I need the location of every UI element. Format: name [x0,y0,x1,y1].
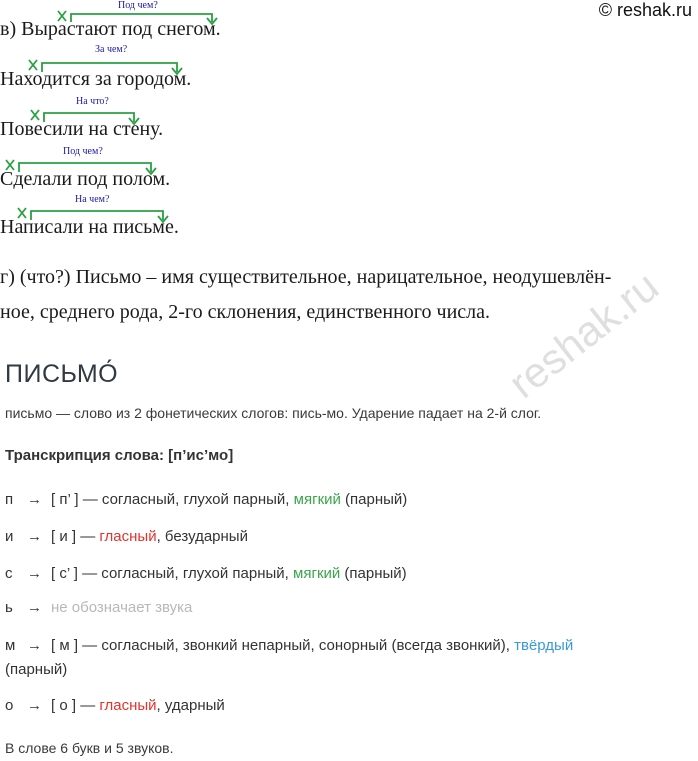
row-sound: [ и ] [51,528,77,545]
summary-text: В слове 6 букв и 5 звуков. [5,740,174,756]
arrow-icon: → [27,637,42,654]
question-label: За чем? [95,44,128,55]
row-tail: , ударный [156,697,225,714]
phonetic-row-continuation: (парный) [5,661,68,678]
row-sound: [ п’ ] [51,491,79,508]
sentence: Находится за городом. [0,68,192,90]
row-sound: [ с’ ] [51,565,78,582]
arrow-icon: → [27,697,42,714]
row-letter: о [5,697,14,714]
grammar-paragraph-line: ное, среднего рода, 2-го склонения, единственного числа. [0,301,490,323]
row-letter: с [5,565,13,582]
question-label: Под чем? [118,0,158,11]
row-desc: — [80,697,100,714]
row-letter: и [5,528,14,545]
sentence: Повесили на стену. [0,118,164,140]
arrow-icon: → [27,599,42,616]
row-sound: [ о ] [51,697,77,714]
phonetic-row [5,599,192,616]
row-tag: гласный [99,697,157,714]
row-tag: твёрдый [514,637,574,654]
row-desc: — согласный, глухой парный, [82,565,294,582]
syllables-info: письмо — слово из 2 фонетических слогов: пись-мо. Ударение падает на 2-й слог. [5,405,542,421]
row-letter: ь [5,599,13,616]
copyright-watermark: © reshak.ru [598,0,692,20]
row-tail: (парный) [340,491,408,508]
arrow-icon: → [27,491,42,508]
sentence: Написали на письме. [0,216,179,238]
grammar-paragraph-line: г) (что?) Письмо – имя существительное, нарицательное, неодушевлён- [0,266,612,288]
question-label: На что? [76,96,109,107]
row-tag: мягкий [293,565,341,582]
question-label: На чем? [75,194,110,205]
row-letter: м [5,637,16,654]
question-label: Под чем? [63,146,103,157]
row-letter: п [5,491,14,508]
row-tag: гласный [99,528,157,545]
arrow-icon: → [27,565,42,582]
row-desc: — согласный, звонкий непарный, сонорный (всегда звонкий), [82,637,515,654]
phonetic-row [5,697,225,714]
transcription-heading: Транскрипция слова: [п’ис’мо] [5,447,234,464]
arrow-icon: → [27,528,42,545]
sentence: Сделали под полом. [0,168,171,190]
row-desc: — согласный, глухой парный, [82,491,294,508]
phonetic-row [5,565,407,582]
row-tag: не обозначает звука [51,599,193,616]
row-tail: , безударный [156,528,248,545]
word-title: ПИСЬМО́ [5,360,119,388]
row-sound: [ м ] [51,637,78,654]
row-desc: — [80,528,100,545]
phonetic-row [5,528,248,545]
phonetic-row [5,637,573,654]
sentence: в) Вырастают под снегом. [0,18,221,40]
row-tag: мягкий [293,491,341,508]
phonetic-row [5,491,407,508]
row-tail: (парный) [340,565,407,582]
diagonal-watermark: reshak.ru [500,262,667,408]
